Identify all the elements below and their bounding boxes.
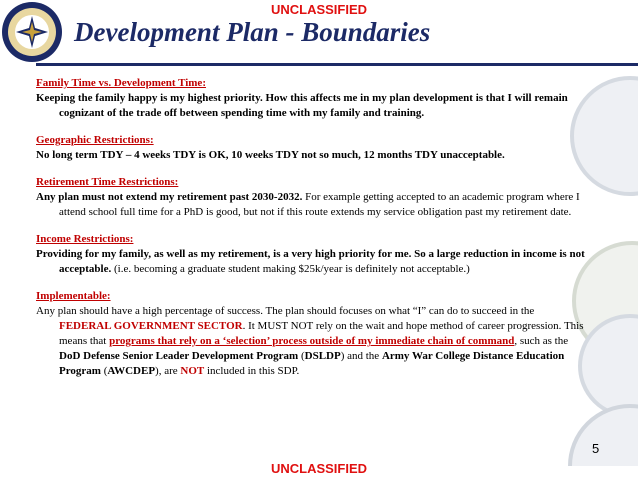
body-text: ( bbox=[100, 365, 108, 377]
section-body: No long term TDY – 4 weeks TDY is OK, 10 weeks TDY not so much, 12 months TDY unacceptable. bbox=[36, 149, 505, 161]
section-heading: Income Restrictions: bbox=[36, 233, 134, 245]
body-text: ) and the bbox=[340, 350, 382, 362]
emphasis-text: FEDERAL GOVERNMENT SECTOR bbox=[59, 320, 243, 332]
emphasis-underlined-text: programs that rely on a ‘selection’ process outside of my immediate chain of command bbox=[109, 335, 515, 347]
slide-body bbox=[36, 76, 588, 391]
emphasis-text: NOT bbox=[180, 365, 205, 377]
section-body bbox=[36, 304, 588, 379]
body-bold-text: Providing for my family, as well as my retirement, is a very high priority for me. So a large reduction in income is not acceptable. bbox=[36, 248, 585, 275]
section-heading: Retirement Time Restrictions: bbox=[36, 176, 179, 188]
air-mobility-seal-icon bbox=[570, 406, 638, 466]
classification-banner-bottom: UNCLASSIFIED bbox=[270, 461, 368, 476]
classification-banner-top: UNCLASSIFIED bbox=[270, 2, 368, 17]
body-text: Any plan should have a high percentage of success. The plan should focuses on what “I” can do to succeed in the bbox=[36, 305, 535, 317]
body-text: . It MUST NOT rely on the wait and hope method of career progression. This means that bbox=[59, 320, 584, 347]
program-acronym-text: DSLDP bbox=[304, 350, 341, 362]
page-number: 5 bbox=[592, 441, 600, 456]
section-heading: Geographic Restrictions: bbox=[36, 134, 154, 146]
section-body bbox=[36, 190, 588, 220]
program-name-text: DoD Defense Senior Leader Development Program bbox=[59, 350, 299, 362]
agency-seal-icon bbox=[0, 0, 64, 64]
section-heading: Implementable: bbox=[36, 290, 111, 302]
section-geographic bbox=[36, 133, 588, 163]
body-text: included in this SDP. bbox=[204, 365, 300, 377]
section-heading: Family Time vs. Development Time: bbox=[36, 77, 206, 89]
slide-title: Development Plan - Boundaries bbox=[74, 17, 431, 47]
title-underline bbox=[36, 63, 638, 66]
section-retirement bbox=[36, 175, 588, 220]
section-income bbox=[36, 232, 588, 277]
section-body: Keeping the family happy is my highest priority. How this affects me in my plan development is that I will remain cognizant of the trade off between spending time with my family and training. bbox=[36, 92, 568, 119]
program-name-text: Army War College Distance Education Program bbox=[59, 350, 565, 377]
body-text: , such as the bbox=[514, 335, 569, 347]
body-text: For example getting accepted to an academic program where I attend school full time for a PhD is good, but not if this route extends my service obligation past my retirement date. bbox=[59, 191, 580, 218]
section-body bbox=[36, 247, 588, 277]
section-family bbox=[36, 76, 588, 121]
section-implementable bbox=[36, 289, 588, 379]
body-bold-text: Any plan must not extend my retirement past 2030-2032. bbox=[36, 191, 303, 203]
body-text: ( bbox=[298, 350, 305, 362]
program-acronym-text: AWCDEP bbox=[107, 365, 156, 377]
body-text: ), are bbox=[155, 365, 181, 377]
body-text: (i.e. becoming a graduate student making $25k/year is definitely not acceptable.) bbox=[111, 263, 470, 275]
